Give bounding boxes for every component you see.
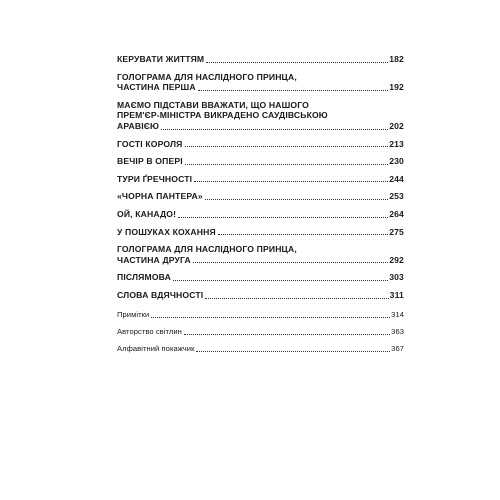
toc-entry-title-line: У ПОШУКАХ КОХАННЯ: [117, 226, 216, 237]
dot-leader: [193, 262, 388, 263]
toc-page-number: 253: [389, 191, 404, 202]
toc-entry-title-line: АРАВІЄЮ: [117, 120, 160, 131]
toc-entry: [117, 174, 404, 185]
toc-entry-title-line: Авторство світлин: [117, 326, 182, 336]
toc-page-number: 230: [389, 156, 404, 167]
toc-page-number: 363: [391, 326, 404, 336]
toc-entry: [117, 139, 404, 150]
toc-page-number: 367: [391, 343, 404, 353]
toc-entry: [117, 310, 404, 320]
toc-entry-title-line: Примітки: [117, 309, 150, 319]
toc-entry-title-line: ЧАСТИНА ПЕРША: [117, 82, 196, 93]
dot-leader: [151, 317, 390, 318]
toc-page-number: 202: [389, 120, 404, 131]
dot-leader: [218, 234, 388, 235]
dot-leader: [185, 164, 388, 165]
toc-entry-title-line: ПРЕМ'ЄР-МІНІСТРА ВИКРАДЕНО САУДІВСЬКОЮ: [117, 110, 328, 121]
toc-entry: [117, 327, 404, 337]
toc-entry: [117, 54, 404, 65]
toc-entry-title-line: ГОЛОГРАМА ДЛЯ НАСЛІДНОГО ПРИНЦА,: [117, 244, 297, 255]
toc-entry: [117, 209, 404, 220]
toc-page-number: 264: [389, 208, 404, 219]
toc-entry: [117, 72, 404, 93]
toc-entry: [117, 244, 404, 265]
toc-entry: [117, 227, 404, 238]
toc-entry-title-line: МАЄМО ПІДСТАВИ ВВАЖАТИ, ЩО НАШОГО: [117, 99, 309, 110]
toc-page-number: 182: [389, 54, 404, 64]
toc-entry-title-line: Алфавітний покажчик: [117, 343, 195, 353]
toc-entry-title-line: ТУРИ ҐРЕЧНОСТІ: [117, 173, 193, 184]
toc-page-number: 213: [389, 138, 404, 149]
toc-page-number: 192: [389, 82, 404, 93]
toc-entry: [117, 156, 404, 167]
dot-leader: [206, 62, 388, 63]
toc-entry: [117, 272, 404, 283]
toc-page-number: 303: [389, 272, 404, 283]
toc-page-number: 244: [389, 173, 404, 184]
dot-leader: [194, 181, 388, 182]
dot-leader: [196, 351, 390, 352]
toc-page-number: 275: [389, 226, 404, 237]
dot-leader: [198, 90, 389, 91]
toc-entry: [117, 344, 404, 354]
dot-leader: [185, 146, 389, 147]
toc-entry-title-line: ЧАСТИНА ДРУГА: [117, 254, 191, 265]
toc-entry-title-line: ПІСЛЯМОВА: [117, 272, 171, 283]
toc-entry-title-line: «ЧОРНА ПАНТЕРА»: [117, 191, 203, 202]
dot-leader: [173, 280, 388, 281]
toc-page-number: 311: [389, 289, 404, 300]
toc-entry-title-line: ГОСТІ КОРОЛЯ: [117, 138, 183, 149]
toc-page-number: 314: [391, 309, 404, 319]
toc-entry: [117, 191, 404, 202]
dot-leader: [205, 199, 388, 200]
toc-entry-title-line: СЛОВА ВДЯЧНОСТІ: [117, 289, 204, 300]
table-of-contents: [117, 54, 404, 354]
toc-entry-title-line: ОЙ, КАНАДО!: [117, 208, 177, 219]
toc-entry-title-line: ГОЛОГРАМА ДЛЯ НАСЛІДНОГО ПРИНЦА,: [117, 71, 297, 82]
toc-page-number: 292: [389, 254, 404, 265]
dot-leader: [161, 129, 388, 130]
dot-leader: [178, 217, 388, 218]
toc-entry-title-line: ВЕЧІР В ОПЕРІ: [117, 156, 183, 167]
toc-entry-title-line: КЕРУВАТИ ЖИТТЯМ: [117, 54, 205, 64]
toc-entry: [117, 290, 404, 301]
toc-entry: [117, 100, 404, 132]
dot-leader: [205, 298, 388, 299]
dot-leader: [184, 334, 390, 335]
